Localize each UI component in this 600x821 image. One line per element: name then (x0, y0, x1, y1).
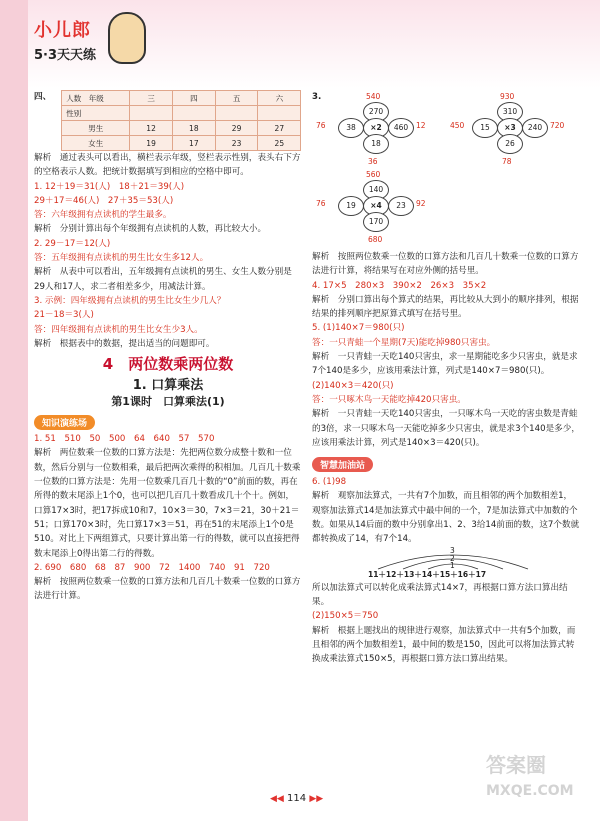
q4-1-analysis: 解析 分别计算出每个年级拥有点读机的人数，再比较大小。 (34, 224, 267, 235)
petal: 240 (522, 118, 548, 138)
q6-2: (2)150×5＝750 (312, 611, 379, 622)
a2-analysis: 解析 按照两位数乘一位数的口算方法和几百几十数乘一位数的口算方法进行计算。 (34, 577, 301, 602)
data-table (61, 90, 301, 151)
grade-header: 四 (172, 91, 215, 106)
q4-3b: 21－18＝3(人) (34, 310, 94, 321)
flower-right: 92 (416, 199, 426, 208)
watermark (486, 752, 596, 812)
a2: 2. 690 680 68 87 900 72 1400 740 91 720 (34, 562, 270, 573)
table-corner (62, 91, 130, 106)
table-cell: 19 (130, 136, 173, 151)
q4-2ans: 答：五年级拥有点读机的男生比女生多12人。 (34, 253, 209, 264)
table-cell: 17 (172, 136, 215, 151)
arc-lines (358, 547, 558, 571)
section-title: 1. 口算乘法 (132, 378, 204, 394)
petal-center: ×3 (497, 118, 523, 138)
brand-name: 小儿郎 (34, 20, 91, 41)
q4-label: 四、 (34, 92, 52, 102)
right-column (312, 90, 580, 666)
flower-top: 560 (366, 170, 381, 179)
row-label: 女生 (62, 136, 130, 151)
unit-title (34, 353, 302, 374)
page-footer (270, 793, 323, 804)
lesson-title: 第1课时 口算乘法(1) (111, 395, 225, 409)
next-arrow-icon: ▶▶ (309, 794, 324, 804)
flower-left: 76 (316, 199, 326, 208)
flower-right: 12 (416, 121, 426, 130)
q4-1ans: 答：六年级拥有点读机的学生最多。 (34, 210, 172, 221)
petal: 170 (363, 212, 389, 232)
flower-1 (316, 92, 436, 170)
petal: 15 (472, 118, 498, 138)
sequence: 11＋12＋13＋14＋15＋16＋17 (368, 569, 487, 579)
petal-center: ×2 (363, 118, 389, 138)
arc-num: 2 (450, 553, 455, 563)
petal: 19 (338, 196, 364, 216)
table-cell: 18 (172, 121, 215, 136)
flower-top: 930 (500, 92, 515, 101)
corner-right: 年级 (88, 93, 104, 103)
q6-2-analysis: 解析 根据上题找出的规律进行观察，加法算式中一共有5个加数，而且相邻的两个加数相差1，最中间的数是150，因此可以将加法算式转换成乘法算式150×5，再根据口算方法口算出结果。 (312, 625, 576, 665)
table-cell: 29 (215, 121, 258, 136)
tag-practice: 知识演练场 (34, 415, 95, 430)
flower-left: 450 (450, 121, 465, 130)
petal: 460 (388, 118, 414, 138)
tag-wisdom: 智慧加油站 (312, 457, 373, 472)
petal: 38 (338, 118, 364, 138)
unit-title-text: 两位数乘两位数 (128, 355, 234, 374)
q3-label: 3. (312, 92, 322, 102)
table-cell: 23 (215, 136, 258, 151)
flower-top: 540 (366, 92, 381, 101)
corner-top: 人数 (66, 93, 82, 103)
row-label: 男生 (62, 121, 130, 136)
unit-number: 4 (102, 355, 114, 374)
q4-3: 3. 示例：四年级拥有点读机的男生比女生少几人？ (34, 295, 226, 306)
flower-right: 720 (550, 121, 565, 130)
q4-analysis-right: 解析 分别口算出每个算式的结果，再比较从大到小的顺序排列，根据结果的排列顺序把原算式填写在括号里。 (312, 294, 579, 320)
q4-3ans: 答：四年级拥有点读机的男生比女生少3人。 (34, 324, 203, 335)
flower-3 (316, 170, 436, 248)
q6-1-analysis: 解析 观察加法算式，一共有7个加数，而且相邻的两个加数相差1，观察加法算式14是加法算式中最中间的一个，7是加法算式中加数的个数。如果从14后面的数中分别拿出1、2、3给14前面的数，这7个数就都转换成了14，有7个14。 (312, 491, 580, 545)
flower-diagrams (312, 90, 580, 250)
page-number: 114 (287, 793, 307, 804)
table-cell: 25 (258, 136, 301, 151)
petal-center: ×4 (363, 196, 389, 216)
prev-arrow-icon: ◀◀ (270, 794, 284, 804)
watermark-line2: MXQE.COM (486, 783, 574, 799)
q4-3-analysis: 解析 根据表中的数据，提出适当的问题即可。 (34, 338, 215, 349)
flower-2 (450, 92, 570, 170)
q6-1b: 所以加法算式可以转化成乘法算式14×7，再根据口算方法口算出结果。 (312, 582, 568, 607)
q4-1b: 29＋17＝46(人) 27＋35＝53(人) (34, 195, 174, 206)
corner-bottom: 性别 (62, 106, 130, 121)
q5-2: (2)140×3＝420(只) (312, 380, 394, 391)
table-cell: 12 (130, 121, 173, 136)
petal: 140 (363, 180, 389, 200)
q4-2-analysis: 解析 从表中可以看出，五年级拥有点读机的男生、女生人数分别是29人和17人，求二者相差多少，用减法计算。 (34, 267, 292, 292)
petal: 18 (363, 134, 389, 154)
q5-1ans: 答：一只青蛙一个星期(7天)能吃掉980只害虫。 (312, 337, 496, 348)
a1: 1. 51 510 50 500 64 640 57 570 (34, 434, 215, 445)
left-column (34, 90, 302, 604)
q6-1: 6. (1)98 (312, 477, 347, 488)
grade-header: 六 (258, 91, 301, 106)
arc-num: 3 (450, 545, 455, 555)
mascot-icon (108, 12, 146, 64)
left-margin-band (0, 0, 28, 821)
petal: 23 (388, 196, 414, 216)
q5-1: 5. (1)140×7＝980(只) (312, 323, 405, 334)
grade-header: 五 (215, 91, 258, 106)
petal: 310 (497, 102, 523, 122)
flower-bottom: 78 (502, 157, 512, 166)
petal: 26 (497, 134, 523, 154)
q5-2-analysis: 解析 一只青蛙一天吃140只害虫，一只啄木鸟一天吃的害虫数是青蛙的3倍，求一只啄木鸟一天能吃掉多少只害虫，就是求3个140是多少，应该用乘法计算，列式是140×3＝420(只)。 (312, 409, 580, 448)
table-cell: 27 (258, 121, 301, 136)
watermark-line1: 答案圈 (486, 753, 546, 777)
q5-1-analysis: 解析 一只青蛙一天吃140只害虫，求一星期能吃多少只害虫，就是求7个140是多少，应该用乘法计算，列式是140×7＝980(只)。 (312, 352, 578, 377)
a1-analysis: 解析 两位数乘一位数的口算方法是：先把两位数分成整十数和一位数，然后分别与一位数相乘，最后把两次乘得的积相加。几百几十数乘一位数的口算方法是：先用一位数乘几百几十数的“0”前面的数，再在所得的数末尾添上1个0，也可以把几百几十数看成几十个十。例如，口算17×3时，把17拆成10和7，10×3＝30，7×3＝21，30＋21＝51；口算170×3时，先口算17×3＝51，再在51的末尾添上1个0是510。对比上下两组算式，只要计算出第一行的得数，就可以直接把得数末尾添上0得出第二行的得数。 (34, 448, 301, 559)
brand-series: 5·3天天练 (34, 48, 97, 63)
q4-analysis: 解析 通过表头可以看出，横栏表示年级，竖栏表示性别，表头右下方的空格表示人数。把统计数据填写到相应的空格中即可。 (34, 153, 301, 178)
q4: 4. 17×5 280×3 390×2 26×3 35×2 (312, 280, 487, 291)
flower-bottom: 680 (368, 235, 383, 244)
brand-logo (30, 10, 150, 80)
q5-2ans: 答：一只啄木鸟一天能吃掉420只害虫。 (312, 394, 466, 405)
q3-analysis: 解析 按照两位数乘一位数的口算方法和几百几十数乘一位数的口算方法进行计算，将结果写在对应外侧的括号里。 (312, 252, 579, 277)
arc-diagram (312, 547, 580, 581)
q4-1: 1. 12＋19＝31(人) 18＋21＝39(人) (34, 181, 185, 192)
petal: 270 (363, 102, 389, 122)
flower-bottom: 36 (368, 157, 378, 166)
flower-left: 76 (316, 121, 326, 130)
grade-header: 三 (130, 91, 173, 106)
arc-num: 1 (450, 560, 455, 570)
q4-2: 2. 29－17＝12(人) (34, 238, 111, 249)
